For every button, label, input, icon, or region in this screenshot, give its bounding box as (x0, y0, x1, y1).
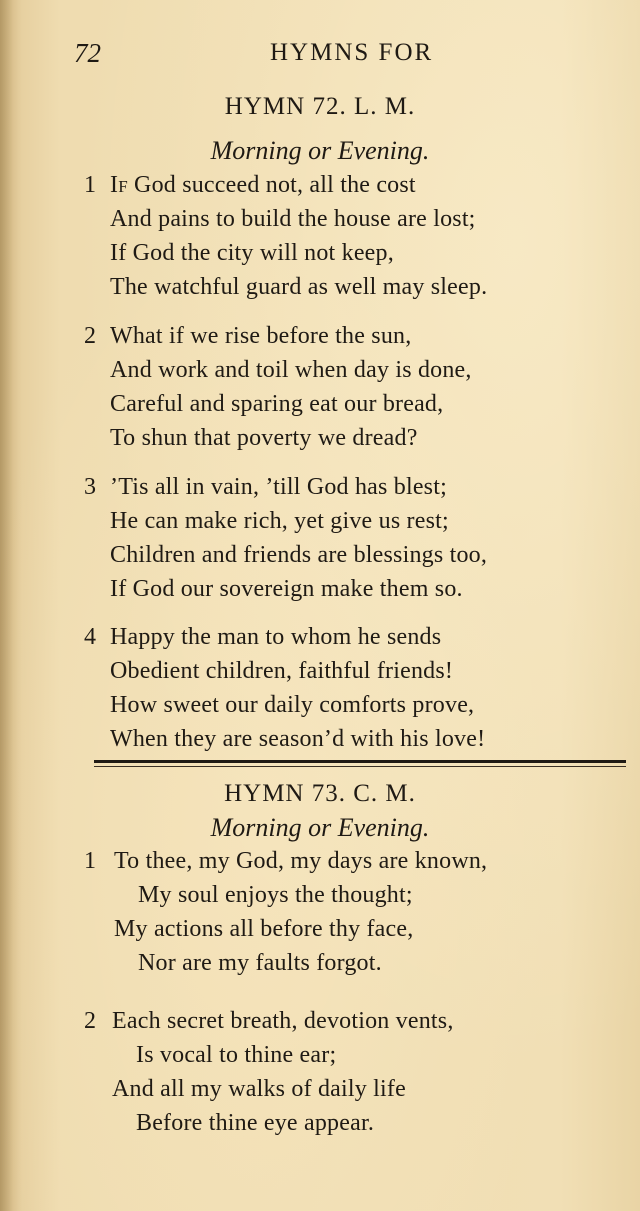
stanza-number: 3 (84, 474, 96, 500)
verse-line: Each secret breath, devotion vents, (112, 1008, 454, 1034)
hymn-72-subtitle: Morning or Evening. (210, 136, 430, 165)
verse-line: If God the city will not keep, (110, 240, 394, 266)
verse-line: My soul enjoys the thought; (138, 882, 413, 908)
page-number: 72 (74, 38, 101, 68)
verse-line: Before thine eye appear. (136, 1110, 375, 1136)
stanza-number: 1 (84, 848, 96, 874)
page-gutter (0, 0, 22, 1211)
verse-initial-word: If (110, 172, 128, 198)
stanza-number: 1 (84, 172, 96, 198)
verse-line: When they are season’d with his love! (110, 726, 486, 752)
verse-line: ’Tis all in vain, ’till God has blest; (110, 474, 447, 500)
verse-line: And all my walks of daily life (112, 1076, 406, 1102)
verse-line: Happy the man to whom he sends (110, 624, 442, 650)
section-divider-thin (94, 766, 626, 767)
verse-line: And work and toil when day is done, (110, 357, 472, 383)
stanza-number: 2 (84, 1008, 96, 1034)
hymn-73-title: HYMN 73. C. M. (224, 780, 416, 807)
verse-line: Children and friends are blessings too, (110, 542, 488, 568)
verse-line: The watchful guard as well may sleep. (110, 274, 488, 300)
stanza-number: 4 (84, 624, 96, 650)
verse-line: My actions all before thy face, (114, 916, 414, 942)
verse-line: And pains to build the house are lost; (110, 206, 476, 232)
hymn-73-subtitle: Morning or Evening. (210, 813, 430, 842)
verse-line: Careful and sparing eat our bread, (110, 391, 444, 417)
section-divider (94, 760, 626, 763)
verse-line: Is vocal to thine ear; (136, 1042, 337, 1068)
verse-line: Obedient children, faithful friends! (110, 658, 454, 684)
verse-line: To shun that poverty we dread? (110, 425, 418, 451)
verse-line: How sweet our daily comforts prove, (110, 692, 475, 718)
verse-line: If God our sovereign make them so. (110, 576, 463, 602)
page-header (0, 38, 640, 74)
hymn-72-title: HYMN 72. L. M. (224, 93, 416, 120)
verse-line: What if we rise before the sun, (110, 323, 412, 349)
verse-line: To thee, my God, my days are known, (114, 848, 488, 874)
verse-line (110, 172, 416, 199)
verse-line: Nor are my faults forgot. (138, 950, 382, 976)
verse-line: He can make rich, yet give us rest; (110, 508, 449, 534)
stanza-number: 2 (84, 323, 96, 349)
verse-line-rest: God succeed not, all the cost (127, 172, 416, 198)
running-head: HYMNS FOR (270, 39, 434, 66)
